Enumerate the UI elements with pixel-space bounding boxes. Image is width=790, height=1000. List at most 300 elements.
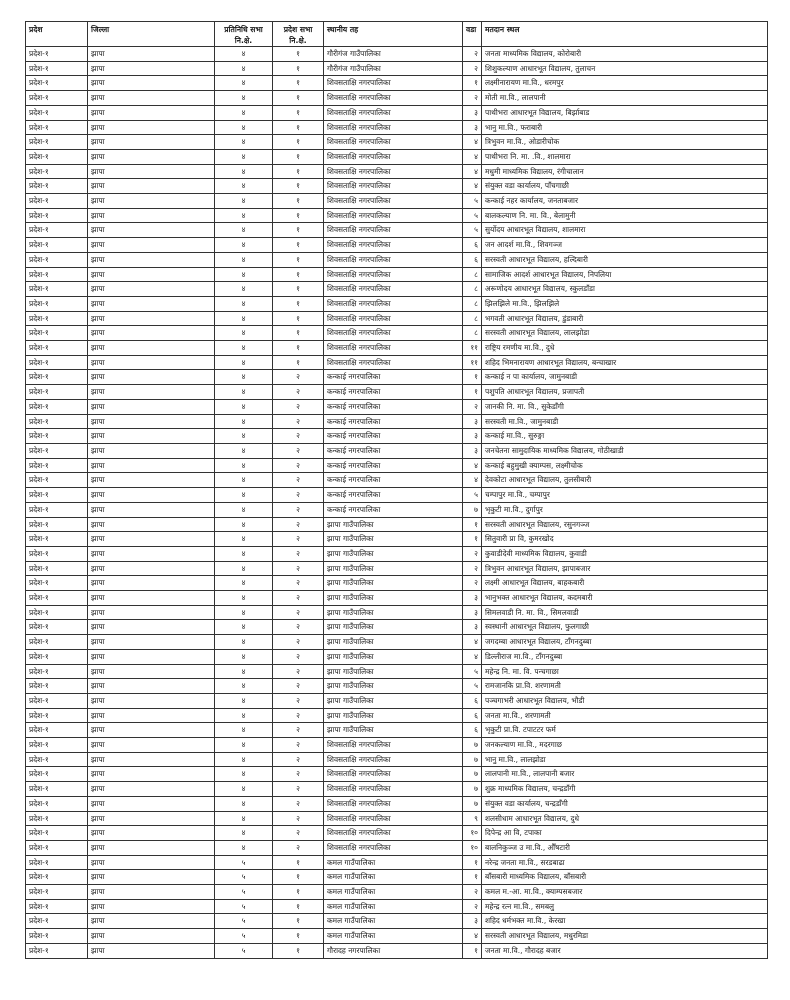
polling-station-cell: पाथीभरा आधारभूत विद्यालय, बिर्झाबाड	[482, 105, 768, 120]
hor-constituency-cell: ४	[215, 135, 273, 150]
table-row	[26, 326, 768, 341]
ward-cell: ८	[463, 311, 482, 326]
polling-station-cell: बालनिकुञ्ज उ मा.वि., औँषटारी	[482, 840, 768, 855]
pa-constituency-cell: २	[273, 620, 324, 635]
ward-cell: ५	[463, 664, 482, 679]
province-cell: प्रदेश-१	[26, 120, 88, 135]
polling-station-cell: सरस्वती आधारभूत विद्यालय, लालझोडा	[482, 326, 768, 341]
ward-cell: ३	[463, 105, 482, 120]
ward-cell: ११	[463, 355, 482, 370]
province-cell: प्रदेश-१	[26, 796, 88, 811]
table-row	[26, 443, 768, 458]
table-row	[26, 811, 768, 826]
district-cell: झापा	[88, 105, 215, 120]
table-row	[26, 885, 768, 900]
hor-constituency-cell: ४	[215, 576, 273, 591]
table-row	[26, 796, 768, 811]
header-hor-constituency: प्रतिनिधि सभा नि.क्षे.	[215, 22, 273, 47]
table-body	[26, 47, 768, 959]
pa-constituency-cell: २	[273, 635, 324, 650]
pa-constituency-cell: २	[273, 796, 324, 811]
district-cell: झापा	[88, 458, 215, 473]
local-level-cell: शिवसताक्षि नगरपालिका	[324, 752, 463, 767]
header-polling-station: मतदान स्थल	[482, 22, 768, 47]
hor-constituency-cell: ४	[215, 355, 273, 370]
table-row	[26, 149, 768, 164]
ward-cell: २	[463, 61, 482, 76]
table-row	[26, 385, 768, 400]
header-district: जिल्ला	[88, 22, 215, 47]
pa-constituency-cell: २	[273, 723, 324, 738]
district-cell: झापा	[88, 370, 215, 385]
table-row	[26, 414, 768, 429]
polling-station-cell: शलसीधाम आधारभूत विद्यालय, दुधे	[482, 811, 768, 826]
province-cell: प्रदेश-१	[26, 488, 88, 503]
district-cell: झापा	[88, 135, 215, 150]
pa-constituency-cell: २	[273, 811, 324, 826]
table-row	[26, 502, 768, 517]
hor-constituency-cell: ४	[215, 164, 273, 179]
district-cell: झापा	[88, 399, 215, 414]
header-pa-constituency: प्रदेश सभा नि.क्षे.	[273, 22, 324, 47]
province-cell: प्रदेश-१	[26, 399, 88, 414]
pa-constituency-cell: १	[273, 135, 324, 150]
ward-cell: २	[463, 546, 482, 561]
table-row	[26, 532, 768, 547]
district-cell: झापा	[88, 164, 215, 179]
polling-station-table	[25, 21, 768, 959]
polling-station-cell: चम्पापुर मा.वि., चम्पापुर	[482, 488, 768, 503]
district-cell: झापा	[88, 532, 215, 547]
table-row	[26, 120, 768, 135]
local-level-cell: कन्काई नगरपालिका	[324, 385, 463, 400]
polling-station-cell: शहिद भिमनारायण आधारभूत विद्यालय, बन्चाखार	[482, 355, 768, 370]
table-row	[26, 899, 768, 914]
hor-constituency-cell: ५	[215, 870, 273, 885]
pa-constituency-cell: १	[273, 194, 324, 209]
district-cell: झापा	[88, 267, 215, 282]
ward-cell: ४	[463, 135, 482, 150]
district-cell: झापा	[88, 61, 215, 76]
province-cell: प्रदेश-१	[26, 238, 88, 253]
ward-cell: १	[463, 855, 482, 870]
local-level-cell: शिवसताक्षि नगरपालिका	[324, 76, 463, 91]
local-level-cell: कन्काई नगरपालिका	[324, 429, 463, 444]
district-cell: झापा	[88, 943, 215, 958]
polling-station-cell: भानु मा.वि., फराबारी	[482, 120, 768, 135]
district-cell: झापा	[88, 796, 215, 811]
hor-constituency-cell: ४	[215, 605, 273, 620]
province-cell: प्रदेश-१	[26, 267, 88, 282]
province-cell: प्रदेश-१	[26, 311, 88, 326]
polling-station-cell: संयुक्त वडा कार्यालय, पाँचगाछी	[482, 179, 768, 194]
local-level-cell: झापा गाउँपालिका	[324, 620, 463, 635]
table-row	[26, 635, 768, 650]
province-cell: प्रदेश-१	[26, 179, 88, 194]
table-row	[26, 605, 768, 620]
table-row	[26, 238, 768, 253]
hor-constituency-cell: ४	[215, 546, 273, 561]
polling-station-cell: लक्ष्मीनारायण मा.वि., धरमपुर	[482, 76, 768, 91]
hor-constituency-cell: ४	[215, 782, 273, 797]
district-cell: झापा	[88, 76, 215, 91]
table-row	[26, 855, 768, 870]
table-row	[26, 311, 768, 326]
polling-station-cell: पाथीभरा नि. मा. .वि., शालमारा	[482, 149, 768, 164]
local-level-cell: शिवसताक्षि नगरपालिका	[324, 311, 463, 326]
table-row	[26, 164, 768, 179]
polling-station-cell: शुक्र माध्यमिक विद्यालय, चन्द्रडाँगी	[482, 782, 768, 797]
district-cell: झापा	[88, 517, 215, 532]
hor-constituency-cell: ४	[215, 47, 273, 62]
ward-cell: १०	[463, 840, 482, 855]
polling-station-cell: त्रिभुवन मा.वि., ओडारीचोक	[482, 135, 768, 150]
local-level-cell: शिवसताक्षि नगरपालिका	[324, 355, 463, 370]
province-cell: प्रदेश-१	[26, 194, 88, 209]
polling-station-cell: सितुवारी प्रा वि, कुमरखोद	[482, 532, 768, 547]
polling-station-document	[25, 21, 767, 959]
table-row	[26, 135, 768, 150]
district-cell: झापा	[88, 47, 215, 62]
table-row	[26, 782, 768, 797]
table-row	[26, 840, 768, 855]
hor-constituency-cell: ४	[215, 840, 273, 855]
ward-cell: ६	[463, 693, 482, 708]
province-cell: प्रदेश-१	[26, 591, 88, 606]
province-cell: प्रदेश-१	[26, 649, 88, 664]
ward-cell: ६	[463, 252, 482, 267]
province-cell: प्रदेश-१	[26, 91, 88, 106]
pa-constituency-cell: २	[273, 443, 324, 458]
district-cell: झापा	[88, 149, 215, 164]
hor-constituency-cell: ५	[215, 914, 273, 929]
local-level-cell: झापा गाउँपालिका	[324, 679, 463, 694]
pa-constituency-cell: २	[273, 370, 324, 385]
polling-station-cell: सरस्वती आधारभूत विद्यालय, रसुनगञ्ज	[482, 517, 768, 532]
district-cell: झापा	[88, 488, 215, 503]
hor-constituency-cell: ४	[215, 76, 273, 91]
polling-station-cell: जनता मा.वि., गौरादह बजार	[482, 943, 768, 958]
hor-constituency-cell: ४	[215, 693, 273, 708]
pa-constituency-cell: १	[273, 296, 324, 311]
hor-constituency-cell: ४	[215, 488, 273, 503]
province-cell: प्रदेश-१	[26, 252, 88, 267]
pa-constituency-cell: २	[273, 738, 324, 753]
local-level-cell: कन्काई नगरपालिका	[324, 502, 463, 517]
district-cell: झापा	[88, 885, 215, 900]
table-row	[26, 91, 768, 106]
pa-constituency-cell: १	[273, 311, 324, 326]
polling-station-cell: कन्काई नहर कार्यालय, जनताबजार	[482, 194, 768, 209]
hor-constituency-cell: ४	[215, 399, 273, 414]
district-cell: झापा	[88, 840, 215, 855]
pa-constituency-cell: १	[273, 267, 324, 282]
ward-cell: ७	[463, 796, 482, 811]
local-level-cell: शिवसताक्षि नगरपालिका	[324, 149, 463, 164]
table-row	[26, 620, 768, 635]
ward-cell: ५	[463, 679, 482, 694]
pa-constituency-cell: १	[273, 223, 324, 238]
hor-constituency-cell: ४	[215, 635, 273, 650]
ward-cell: १०	[463, 826, 482, 841]
province-cell: प्रदेश-१	[26, 164, 88, 179]
hor-constituency-cell: ४	[215, 223, 273, 238]
polling-station-cell: झिलझिले मा.वि., झिलझिले	[482, 296, 768, 311]
hor-constituency-cell: ४	[215, 561, 273, 576]
polling-station-cell: अरूणोदय आधारभूत विद्यालय, स्कुलडाँडा	[482, 282, 768, 297]
hor-constituency-cell: ५	[215, 885, 273, 900]
pa-constituency-cell: २	[273, 473, 324, 488]
hor-constituency-cell: ४	[215, 649, 273, 664]
hor-constituency-cell: ४	[215, 238, 273, 253]
hor-constituency-cell: ४	[215, 120, 273, 135]
polling-station-cell: नरेन्द्र जनता मा.वि., सरडबाढा	[482, 855, 768, 870]
province-cell: प्रदेश-१	[26, 738, 88, 753]
pa-constituency-cell: १	[273, 164, 324, 179]
pa-constituency-cell: १	[273, 855, 324, 870]
polling-station-cell: सरस्वती मा.वि., जामुनबाडी	[482, 414, 768, 429]
local-level-cell: झापा गाउँपालिका	[324, 664, 463, 679]
province-cell: प्रदेश-१	[26, 443, 88, 458]
pa-constituency-cell: १	[273, 238, 324, 253]
province-cell: प्रदेश-१	[26, 840, 88, 855]
province-cell: प्रदेश-१	[26, 135, 88, 150]
district-cell: झापा	[88, 473, 215, 488]
table-row	[26, 194, 768, 209]
district-cell: झापा	[88, 708, 215, 723]
local-level-cell: झापा गाउँपालिका	[324, 561, 463, 576]
pa-constituency-cell: २	[273, 840, 324, 855]
ward-cell: ५	[463, 208, 482, 223]
pa-constituency-cell: १	[273, 914, 324, 929]
ward-cell: ४	[463, 929, 482, 944]
hor-constituency-cell: ४	[215, 252, 273, 267]
province-cell: प्रदेश-१	[26, 76, 88, 91]
polling-station-cell: महेन्द्र रत्न मा.वि., समबलु	[482, 899, 768, 914]
local-level-cell: शिवसताक्षि नगरपालिका	[324, 91, 463, 106]
table-row	[26, 708, 768, 723]
table-row	[26, 76, 768, 91]
province-cell: प्रदेश-१	[26, 899, 88, 914]
local-level-cell: झापा गाउँपालिका	[324, 532, 463, 547]
table-row	[26, 517, 768, 532]
hor-constituency-cell: ४	[215, 311, 273, 326]
province-cell: प्रदेश-१	[26, 929, 88, 944]
local-level-cell: शिवसताक्षि नगरपालिका	[324, 738, 463, 753]
ward-cell: २	[463, 899, 482, 914]
ward-cell: ११	[463, 341, 482, 356]
pa-constituency-cell: १	[273, 149, 324, 164]
table-row	[26, 399, 768, 414]
district-cell: झापा	[88, 414, 215, 429]
table-row	[26, 252, 768, 267]
table-row	[26, 208, 768, 223]
local-level-cell: झापा गाउँपालिका	[324, 591, 463, 606]
district-cell: झापा	[88, 326, 215, 341]
table-row	[26, 738, 768, 753]
polling-station-cell: त्रिभुवन आधारभूत विद्यालय, झापाबजार	[482, 561, 768, 576]
local-level-cell: शिवसताक्षि नगरपालिका	[324, 826, 463, 841]
pa-constituency-cell: १	[273, 341, 324, 356]
district-cell: झापा	[88, 546, 215, 561]
province-cell: प्रदेश-१	[26, 282, 88, 297]
ward-cell: ७	[463, 738, 482, 753]
table-row	[26, 767, 768, 782]
table-row	[26, 223, 768, 238]
pa-constituency-cell: २	[273, 502, 324, 517]
pa-constituency-cell: २	[273, 385, 324, 400]
hor-constituency-cell: ४	[215, 532, 273, 547]
pa-constituency-cell: २	[273, 399, 324, 414]
pa-constituency-cell: २	[273, 546, 324, 561]
ward-cell: १	[463, 943, 482, 958]
polling-station-cell: जनचेतना सामुदायिक माध्यमिक विद्यालय, गोठीखाडी	[482, 443, 768, 458]
hor-constituency-cell: ४	[215, 591, 273, 606]
pa-constituency-cell: २	[273, 532, 324, 547]
ward-cell: ६	[463, 723, 482, 738]
district-cell: झापा	[88, 679, 215, 694]
local-level-cell: कन्काई नगरपालिका	[324, 370, 463, 385]
local-level-cell: झापा गाउँपालिका	[324, 723, 463, 738]
polling-station-cell: जगदम्बा आधारभूत विद्यालय, टाँगनदुब्बा	[482, 635, 768, 650]
hor-constituency-cell: ५	[215, 855, 273, 870]
district-cell: झापा	[88, 179, 215, 194]
ward-cell: ३	[463, 414, 482, 429]
local-level-cell: शिवसताक्षि नगरपालिका	[324, 767, 463, 782]
district-cell: झापा	[88, 649, 215, 664]
polling-station-cell: कन्काई बहुमुखी क्याम्पस, लक्ष्मीचोक	[482, 458, 768, 473]
province-cell: प्रदेश-१	[26, 532, 88, 547]
polling-station-cell: सामाजिक आदर्श आधारभूत विद्यालय, निपलिया	[482, 267, 768, 282]
district-cell: झापा	[88, 591, 215, 606]
polling-station-cell: महेन्द्र नि. मा. वि. पन्चगाछा	[482, 664, 768, 679]
table-row	[26, 370, 768, 385]
local-level-cell: झापा गाउँपालिका	[324, 517, 463, 532]
pa-constituency-cell: २	[273, 693, 324, 708]
district-cell: झापा	[88, 561, 215, 576]
table-row	[26, 429, 768, 444]
local-level-cell: शिवसताक्षि नगरपालिका	[324, 135, 463, 150]
pa-constituency-cell: २	[273, 605, 324, 620]
hor-constituency-cell: ४	[215, 105, 273, 120]
ward-cell: २	[463, 885, 482, 900]
local-level-cell: शिवसताक्षि नगरपालिका	[324, 252, 463, 267]
district-cell: झापा	[88, 296, 215, 311]
local-level-cell: कन्काई नगरपालिका	[324, 443, 463, 458]
table-row	[26, 61, 768, 76]
polling-station-cell: कन्काई न पा कार्यालय, जामुनबाडी	[482, 370, 768, 385]
province-cell: प्रदेश-१	[26, 723, 88, 738]
ward-cell: २	[463, 399, 482, 414]
province-cell: प्रदेश-१	[26, 679, 88, 694]
polling-station-cell: भगवती आधारभूत विद्यालय, डुंडाबारी	[482, 311, 768, 326]
ward-cell: ८	[463, 282, 482, 297]
ward-cell: ४	[463, 473, 482, 488]
polling-station-cell: शिशुकल्याण आधारभूत विद्यालय, तुलाचन	[482, 61, 768, 76]
district-cell: झापा	[88, 723, 215, 738]
ward-cell: ८	[463, 296, 482, 311]
table-row	[26, 282, 768, 297]
local-level-cell: शिवसताक्षि नगरपालिका	[324, 105, 463, 120]
pa-constituency-cell: २	[273, 708, 324, 723]
ward-cell: २	[463, 576, 482, 591]
pa-constituency-cell: १	[273, 870, 324, 885]
hor-constituency-cell: ४	[215, 194, 273, 209]
header-local-level: स्थानीय तह	[324, 22, 463, 47]
local-level-cell: शिवसताक्षि नगरपालिका	[324, 238, 463, 253]
pa-constituency-cell: १	[273, 76, 324, 91]
polling-station-cell: बालकल्याण नि. मा. वि., बेलामुनी	[482, 208, 768, 223]
pa-constituency-cell: २	[273, 679, 324, 694]
local-level-cell: कन्काई नगरपालिका	[324, 488, 463, 503]
table-row	[26, 591, 768, 606]
header-ward: वडा	[463, 22, 482, 47]
table-row	[26, 488, 768, 503]
district-cell: झापा	[88, 929, 215, 944]
polling-station-cell: कुवाडीदेवी माध्यमिक विद्यालय, कुवाडी	[482, 546, 768, 561]
province-cell: प्रदेश-१	[26, 605, 88, 620]
local-level-cell: शिवसताक्षि नगरपालिका	[324, 296, 463, 311]
district-cell: झापा	[88, 620, 215, 635]
hor-constituency-cell: ४	[215, 738, 273, 753]
local-level-cell: गौरीगंज गाउँपालिका	[324, 61, 463, 76]
province-cell: प्रदेश-१	[26, 414, 88, 429]
ward-cell: १	[463, 385, 482, 400]
hor-constituency-cell: ४	[215, 517, 273, 532]
district-cell: झापा	[88, 605, 215, 620]
pa-constituency-cell: १	[273, 943, 324, 958]
province-cell: प्रदेश-१	[26, 61, 88, 76]
table-row	[26, 341, 768, 356]
district-cell: झापा	[88, 738, 215, 753]
province-cell: प्रदेश-१	[26, 561, 88, 576]
ward-cell: २	[463, 47, 482, 62]
hor-constituency-cell: ४	[215, 796, 273, 811]
pa-constituency-cell: २	[273, 591, 324, 606]
hor-constituency-cell: ४	[215, 502, 273, 517]
local-level-cell: झापा गाउँपालिका	[324, 576, 463, 591]
pa-constituency-cell: २	[273, 782, 324, 797]
district-cell: झापा	[88, 870, 215, 885]
polling-station-cell: देवकोटा आधारभूत विद्यालय, तुलसीबारी	[482, 473, 768, 488]
pa-constituency-cell: २	[273, 517, 324, 532]
table-row	[26, 179, 768, 194]
district-cell: झापा	[88, 355, 215, 370]
local-level-cell: कमल गाउँपालिका	[324, 914, 463, 929]
district-cell: झापा	[88, 811, 215, 826]
local-level-cell: कन्काई नगरपालिका	[324, 414, 463, 429]
pa-constituency-cell: २	[273, 458, 324, 473]
local-level-cell: शिवसताक्षि नगरपालिका	[324, 164, 463, 179]
local-level-cell: शिवसताक्षि नगरपालिका	[324, 208, 463, 223]
district-cell: झापा	[88, 282, 215, 297]
pa-constituency-cell: २	[273, 767, 324, 782]
polling-station-cell: कमल म.-आ. मा.वि., क्याम्पसबजार	[482, 885, 768, 900]
pa-constituency-cell: २	[273, 826, 324, 841]
table-row	[26, 561, 768, 576]
polling-station-cell: स्वस्थानी आधारभूत विद्यालय, फुलगाछी	[482, 620, 768, 635]
hor-constituency-cell: ५	[215, 899, 273, 914]
hor-constituency-cell: ४	[215, 811, 273, 826]
hor-constituency-cell: ४	[215, 414, 273, 429]
polling-station-cell: भृकुटी मा.वि., दुर्गापुर	[482, 502, 768, 517]
district-cell: झापा	[88, 767, 215, 782]
province-cell: प्रदेश-१	[26, 811, 88, 826]
hor-constituency-cell: ४	[215, 429, 273, 444]
polling-station-cell: रामजानकि प्रा.वि. शरणामती	[482, 679, 768, 694]
ward-cell: १	[463, 370, 482, 385]
local-level-cell: कमल गाउँपालिका	[324, 899, 463, 914]
